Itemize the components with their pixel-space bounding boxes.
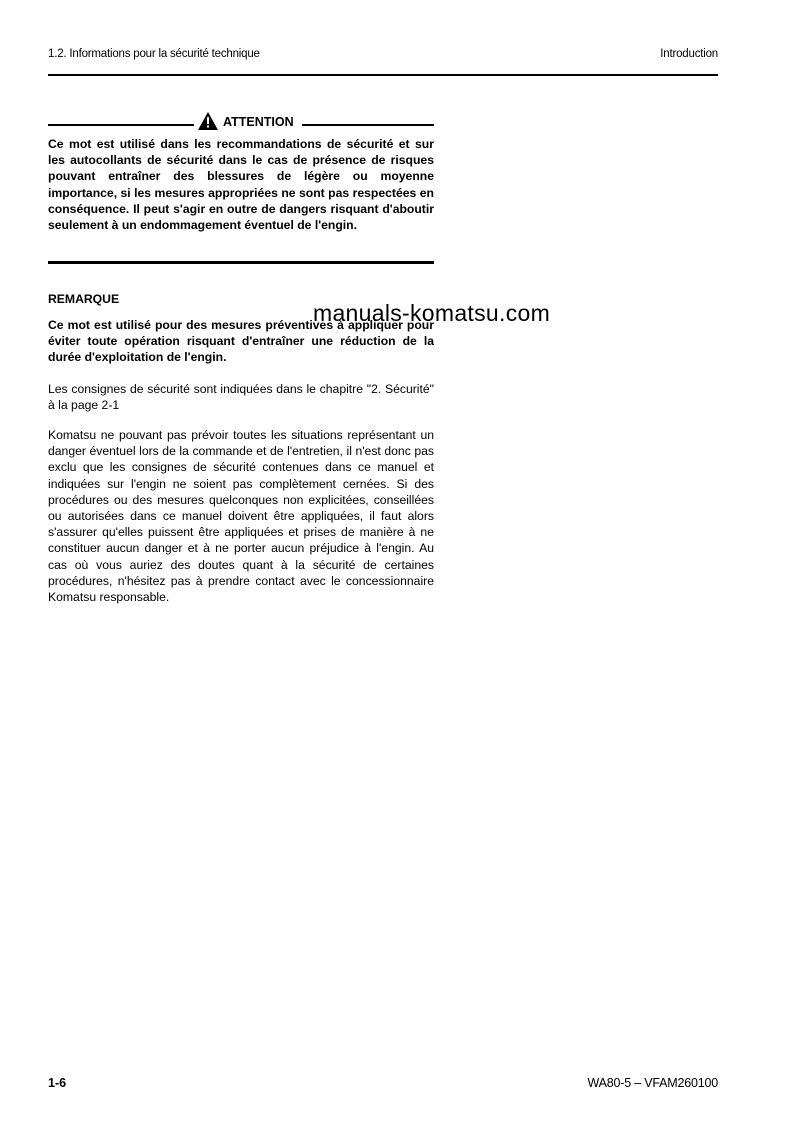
- attention-body: Ce mot est utilisé dans les recommandations de sécurité et sur les autocollants de sécurité dans le cas de présence de risques pouvant entraîner des blessures de légère ou moyenne importance, si les mesures appropriées ne sont pas respectées en conséquence. Il peut s'agir en outre de dangers risquant d'aboutir seulement à un endommagement éventuel de l'engin.: [48, 137, 434, 233]
- section-title: 1.2. Informations pour la sécurité technique: [48, 48, 260, 60]
- remarque-title: REMARQUE: [48, 292, 120, 306]
- attention-rule-left: [48, 124, 194, 126]
- paragraph-komatsu-disclaimer: Komatsu ne pouvant pas prévoir toutes les situations représentant un danger éventuel lors de la commande et de l'entretien, il n'est donc pas exclu que les consignes de sécurité contenues dans ce manuel et indiquées sur l'engin ne soient pas complètement cernées. Si des procédures ou des mesures quelconques non explicitées, conseillées ou autorisées dans ce manuel doivent être appliquées, il faut alors s'assurer qu'elles puissent être appliquées et prises de manière à ne constituer aucun danger et à ne porter aucun préjudice à l'engin. Au cas où vous auriez des doutes quant à la sécurité de certaines procédures, n'hésitez pas à prendre contact avec le concessionnaire Komatsu responsable.: [48, 428, 434, 605]
- watermark: manuals-komatsu.com: [313, 300, 551, 326]
- chapter-title: Introduction: [660, 48, 718, 60]
- attention-heading: [48, 110, 434, 132]
- page-number: 1-6: [48, 1076, 67, 1090]
- attention-bottom-rule: [48, 261, 434, 264]
- warning-triangle-icon: [198, 112, 218, 130]
- attention-rule-right: [302, 124, 434, 126]
- header-divider: [48, 74, 718, 76]
- remarque-body: Ce mot est utilisé pour des mesures préventives à appliquer pour éviter toute opération risquant d'entraîner une réduction de la durée d'exploitation de l'engin.: [48, 318, 434, 365]
- document-id: WA80-5 – VFAM260100: [587, 1076, 718, 1090]
- attention-title: ATTENTION: [223, 115, 294, 129]
- paragraph-safety-reference: Les consignes de sécurité sont indiquées dans le chapitre "2. Sécurité" à la page 2-1: [48, 382, 434, 413]
